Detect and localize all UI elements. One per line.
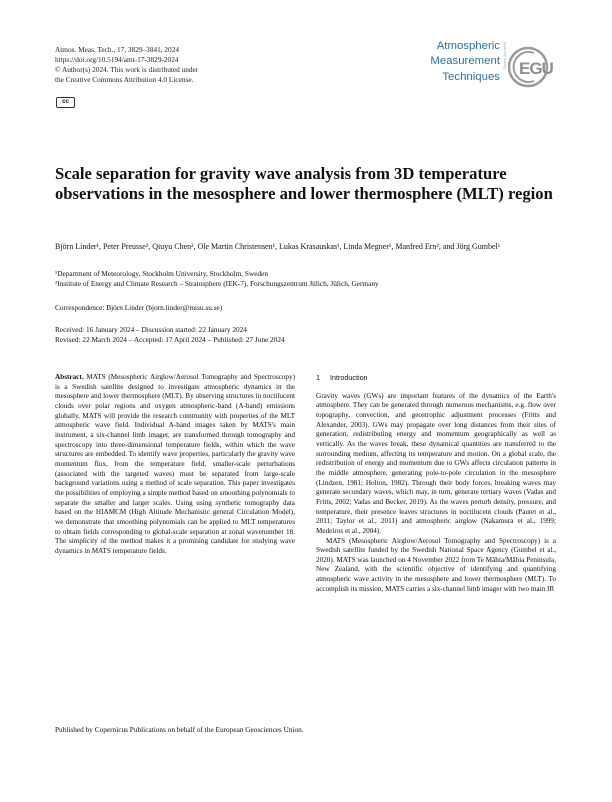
publisher-footer: Published by Copernicus Publications on behalf of the European Geosciences Union. bbox=[55, 725, 304, 734]
paper-title: Scale separation for gravity wave analysis from 3D temperature observations in the mesosphere and lower thermosphere (MLT) region bbox=[55, 164, 553, 204]
affiliations bbox=[55, 269, 555, 289]
affiliation-1: ¹Department of Meteorology, Stockholm University, Stockholm, Sweden bbox=[55, 269, 269, 278]
section-title: Introduction bbox=[330, 373, 368, 382]
cc-license-icon: cc bbox=[56, 97, 75, 108]
journal-name-line3: Techniques bbox=[442, 70, 500, 83]
license-text: the Creative Commons Attribution 4.0 License. bbox=[55, 75, 194, 85]
open-access-label: Open Access bbox=[502, 42, 507, 69]
publication-dates bbox=[55, 325, 285, 344]
affiliation-2: ²Institute of Energy and Climate Research – Stratosphere (IEK-7), Forschungszentrum Jülich, Jülich, Germany bbox=[55, 279, 379, 289]
citation: Atmos. Meas. Tech., 17, 3829–3841, 2024 bbox=[55, 45, 180, 54]
dates-received: Received: 16 January 2024 – Discussion started: 22 January 2024 bbox=[55, 325, 247, 334]
intro-paragraph-2: MATS (Mesospheric Airglow/Aerosol Tomography and Spectroscopy) is a Swedish satellite funded by the Swedish National Space Agency (Gumbel et al., 2020). MATS was launched on 4 November 2022 from Te Māhia/Māhia Peninsula, New Zealand, with the scientific objective of identifying and quantifying atmospheric wave activity in the mesosphere and lower thermosphere (MLT). To accomplish its mission, MATS carries a six-channel limb imager with two main IR bbox=[316, 536, 556, 593]
abstract-label: Abstract. bbox=[55, 373, 84, 381]
journal-name-line1: Atmospheric bbox=[436, 40, 500, 52]
introduction-section bbox=[316, 373, 556, 594]
egu-logo-text: EGU bbox=[519, 59, 553, 78]
doi-link[interactable]: https://doi.org/10.5194/amt-17-3829-2024 bbox=[55, 55, 179, 65]
journal-name bbox=[396, 39, 500, 85]
intro-paragraph-1: Gravity waves (GWs) are important features of the dynamics of the Earth's atmosphere. They can be generated through numerous mechanisms, e.g. flow over topography, convection, and geostrophic adjustment processes (Fritts and Alexander, 2003). GWs may propagate over long distances from their sites of generation, redistributing energy and momentum geographically as well as vertically. As the waves break, these dynamical quantities are transferred to the surrounding medium, affecting its temperature and motion. On a global scale, the redistribution of energy and momentum due to GWs affects circulation patterns in the middle atmosphere, generating pole-to-pole circulation in the mesosphere (Lindzen, 1981; Holton, 1982). Through their body forces, breaking waves may generate secondary waves, which may, in turn, generate tertiary waves (Vadas and Fritts, 2002; Vadas and Becker, 2019). As the waves perturb density, pressure, and temperature, their presence leaves structures in noctilucent clouds (Pautet et al., 2011; Taylor et al., 2011) and atmospheric airglow (Nakamura et al., 1999; Medeiros et al., 2004). bbox=[316, 391, 556, 535]
journal-name-line2: Measurement bbox=[430, 55, 500, 68]
abstract-section bbox=[55, 373, 295, 556]
abstract-text: MATS (Mesospheric Airglow/Aerosol Tomography and Spectroscopy) is a Swedish satellite designed to investigate atmospheric dynamics in the mesosphere and lower thermosphere (MLT). By observing structures in noctilucent clouds over polar regions and oxygen atmospheric-band (A-band) emissions globally, MATS will provide the research community with properties of the MLT atmospheric wave field. Individual A-band images taken by MATS's main instrument, a six-channel limb imager, are transformed through tomography and spectroscopy into three-dimensional temperature fields, within which the wave structures are embedded. To identify wave properties, particularly the gravity wave momentum flux, from the temperature field, smaller-scale perturbations (associated with the targeted waves) must be separated from large-scale background variations using a method of scale separation. This paper investigates the possibilities of employing a simple method based on smoothing polynomials to separate the smaller and larger scales. Using using synthetic tomography data based on the HIAMCM (High Altitude Mechanistic general Circulation Model), we demonstrate that smoothing polynomials can be applied to MLT temperatures to obtain fields corresponding to global-scale separation at zonal wavenumber 18. The simplicity of the method makes it a promising candidate for studying wave dynamics in MATS temperature fields. bbox=[55, 373, 296, 555]
author-list: Björn Linder¹, Peter Preusse², Qiuyu Chen², Ole Martin Christensen¹, Lukas Krasauskas¹, Linda Megner¹, Manfred Ern², and Jörg Gumbel¹ bbox=[55, 242, 501, 251]
citation-header bbox=[55, 45, 198, 85]
egu-logo-icon bbox=[508, 44, 562, 90]
copyright: © Author(s) 2024. This work is distributed under bbox=[55, 65, 199, 75]
abstract-paragraph bbox=[55, 373, 295, 556]
section-heading bbox=[316, 373, 556, 383]
correspondence: Correspondence: Björn Linder (bjorn.linder@misu.su.se) bbox=[55, 303, 223, 312]
dates-revised: Revised: 22 March 2024 – Accepted: 17 April 2024 – Published: 27 June 2024 bbox=[55, 334, 285, 344]
section-number: 1 bbox=[316, 373, 320, 382]
